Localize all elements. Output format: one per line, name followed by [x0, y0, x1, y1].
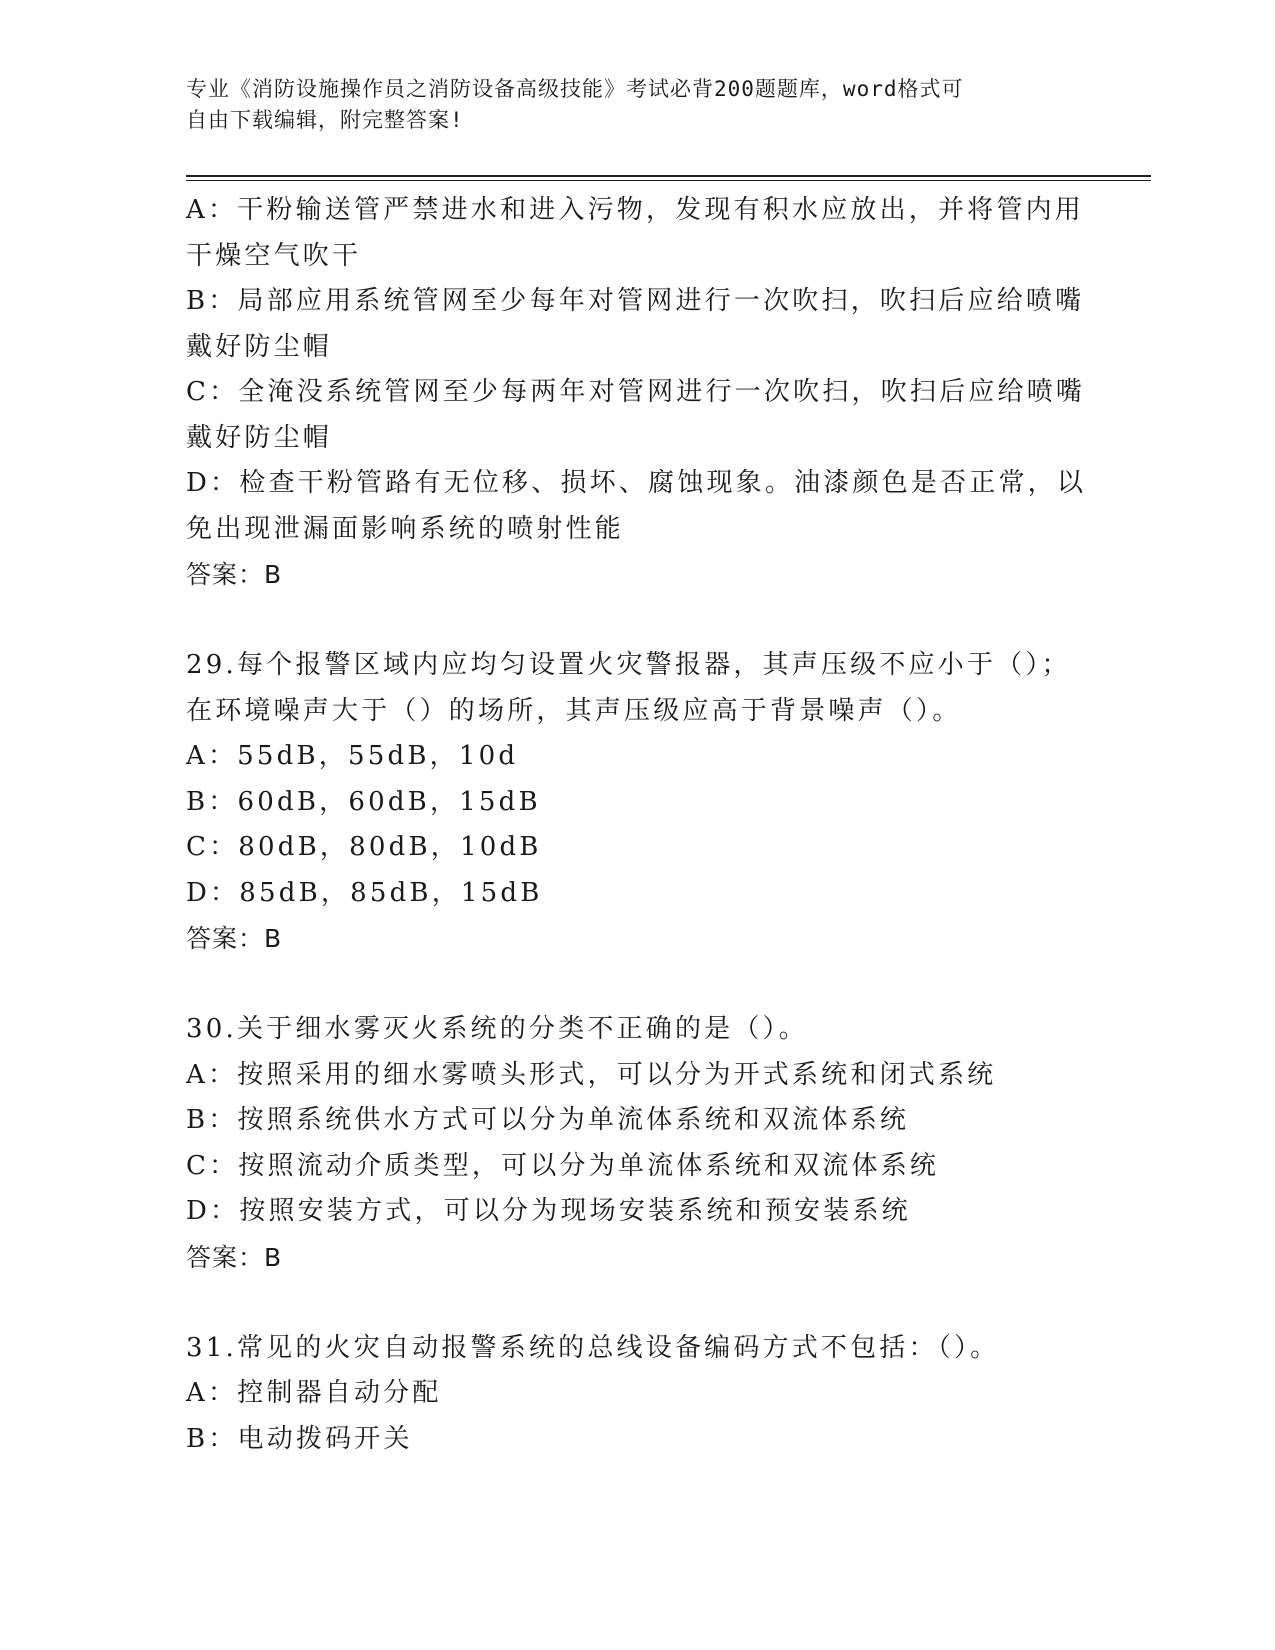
q31-stem: 31.常见的火灾自动报警系统的总线设备编码方式不包括：（）。	[186, 1332, 1000, 1363]
q29-stem-line-2: 在环境噪声大于（）的场所，其声压级应高于背景噪声（）。	[186, 695, 962, 726]
q28-option-c-line-1: C：全淹没系统管网至少每两年对管网进行一次吹扫，吹扫后应给喷嘴	[186, 377, 1086, 407]
question-30-block	[186, 1007, 1086, 1280]
question-31-block	[186, 1326, 1086, 1463]
q28-option-a-line-2: 干燥空气吹干	[186, 240, 362, 271]
q30-option-c: C：按照流动介质类型，可以分为单流体系统和双流体系统	[186, 1150, 940, 1181]
question-29-block	[186, 643, 1086, 962]
header-divider-thin	[186, 180, 1151, 181]
question-28-block	[186, 188, 1086, 598]
spacer	[186, 598, 1086, 644]
q30-answer: 答案：B	[186, 1242, 283, 1272]
q29-option-a: A：55dB，55dB，10d	[186, 741, 519, 771]
q30-option-b: B：按照系统供水方式可以分为单流体系统和双流体系统	[186, 1105, 910, 1135]
q28-option-a-line-1: A：干粉输送管严禁进水和进入污物，发现有积水应放出，并将管内用	[186, 195, 1084, 225]
q28-option-c-line-2: 戴好防尘帽	[186, 422, 333, 453]
q28-option-d-line-1: D：检查干粉管路有无位移、损坏、腐蚀现象。油漆颜色是否正常，以	[186, 468, 1087, 498]
q30-stem: 30.关于细水雾灭火系统的分类不正确的是（）。	[186, 1014, 808, 1044]
spacer	[186, 1280, 1086, 1326]
header-line-1: 专业《消防设施操作员之消防设备高级技能》考试必背200题题库，word格式可	[186, 77, 964, 101]
q31-option-b: B：电动拨码开关	[186, 1423, 413, 1454]
q31-option-a: A：控制器自动分配	[186, 1378, 442, 1408]
document-header	[186, 74, 1086, 136]
q28-option-b-line-2: 戴好防尘帽	[186, 331, 333, 362]
question-content	[186, 188, 1086, 1462]
q30-option-d: D：按照安装方式，可以分为现场安装系统和预安装系统	[186, 1196, 911, 1226]
q29-answer: 答案：B	[186, 924, 283, 953]
q28-option-d-line-2: 免出现泄漏面影响系统的喷射性能	[186, 513, 625, 544]
spacer	[186, 962, 1086, 1008]
q28-option-b-line-1: B：局部应用系统管网至少每年对管网进行一次吹扫，吹扫后应给喷嘴	[186, 286, 1085, 316]
q29-option-c: C：80dB，80dB，10dB	[186, 832, 542, 862]
header-line-2: 自由下载编辑，附完整答案!	[186, 108, 464, 132]
q30-option-a: A：按照采用的细水雾喷头形式，可以分为开式系统和闭式系统	[186, 1059, 997, 1090]
q29-option-b: B：60dB，60dB，15dB	[186, 786, 541, 817]
q28-answer: 答案：B	[186, 560, 283, 589]
q29-option-d: D：85dB，85dB，15dB	[186, 877, 543, 908]
q29-stem-line-1: 29.每个报警区域内应均匀设置火灾警报器，其声压级不应小于（）；	[186, 650, 1071, 680]
header-divider-thick	[186, 175, 1151, 177]
